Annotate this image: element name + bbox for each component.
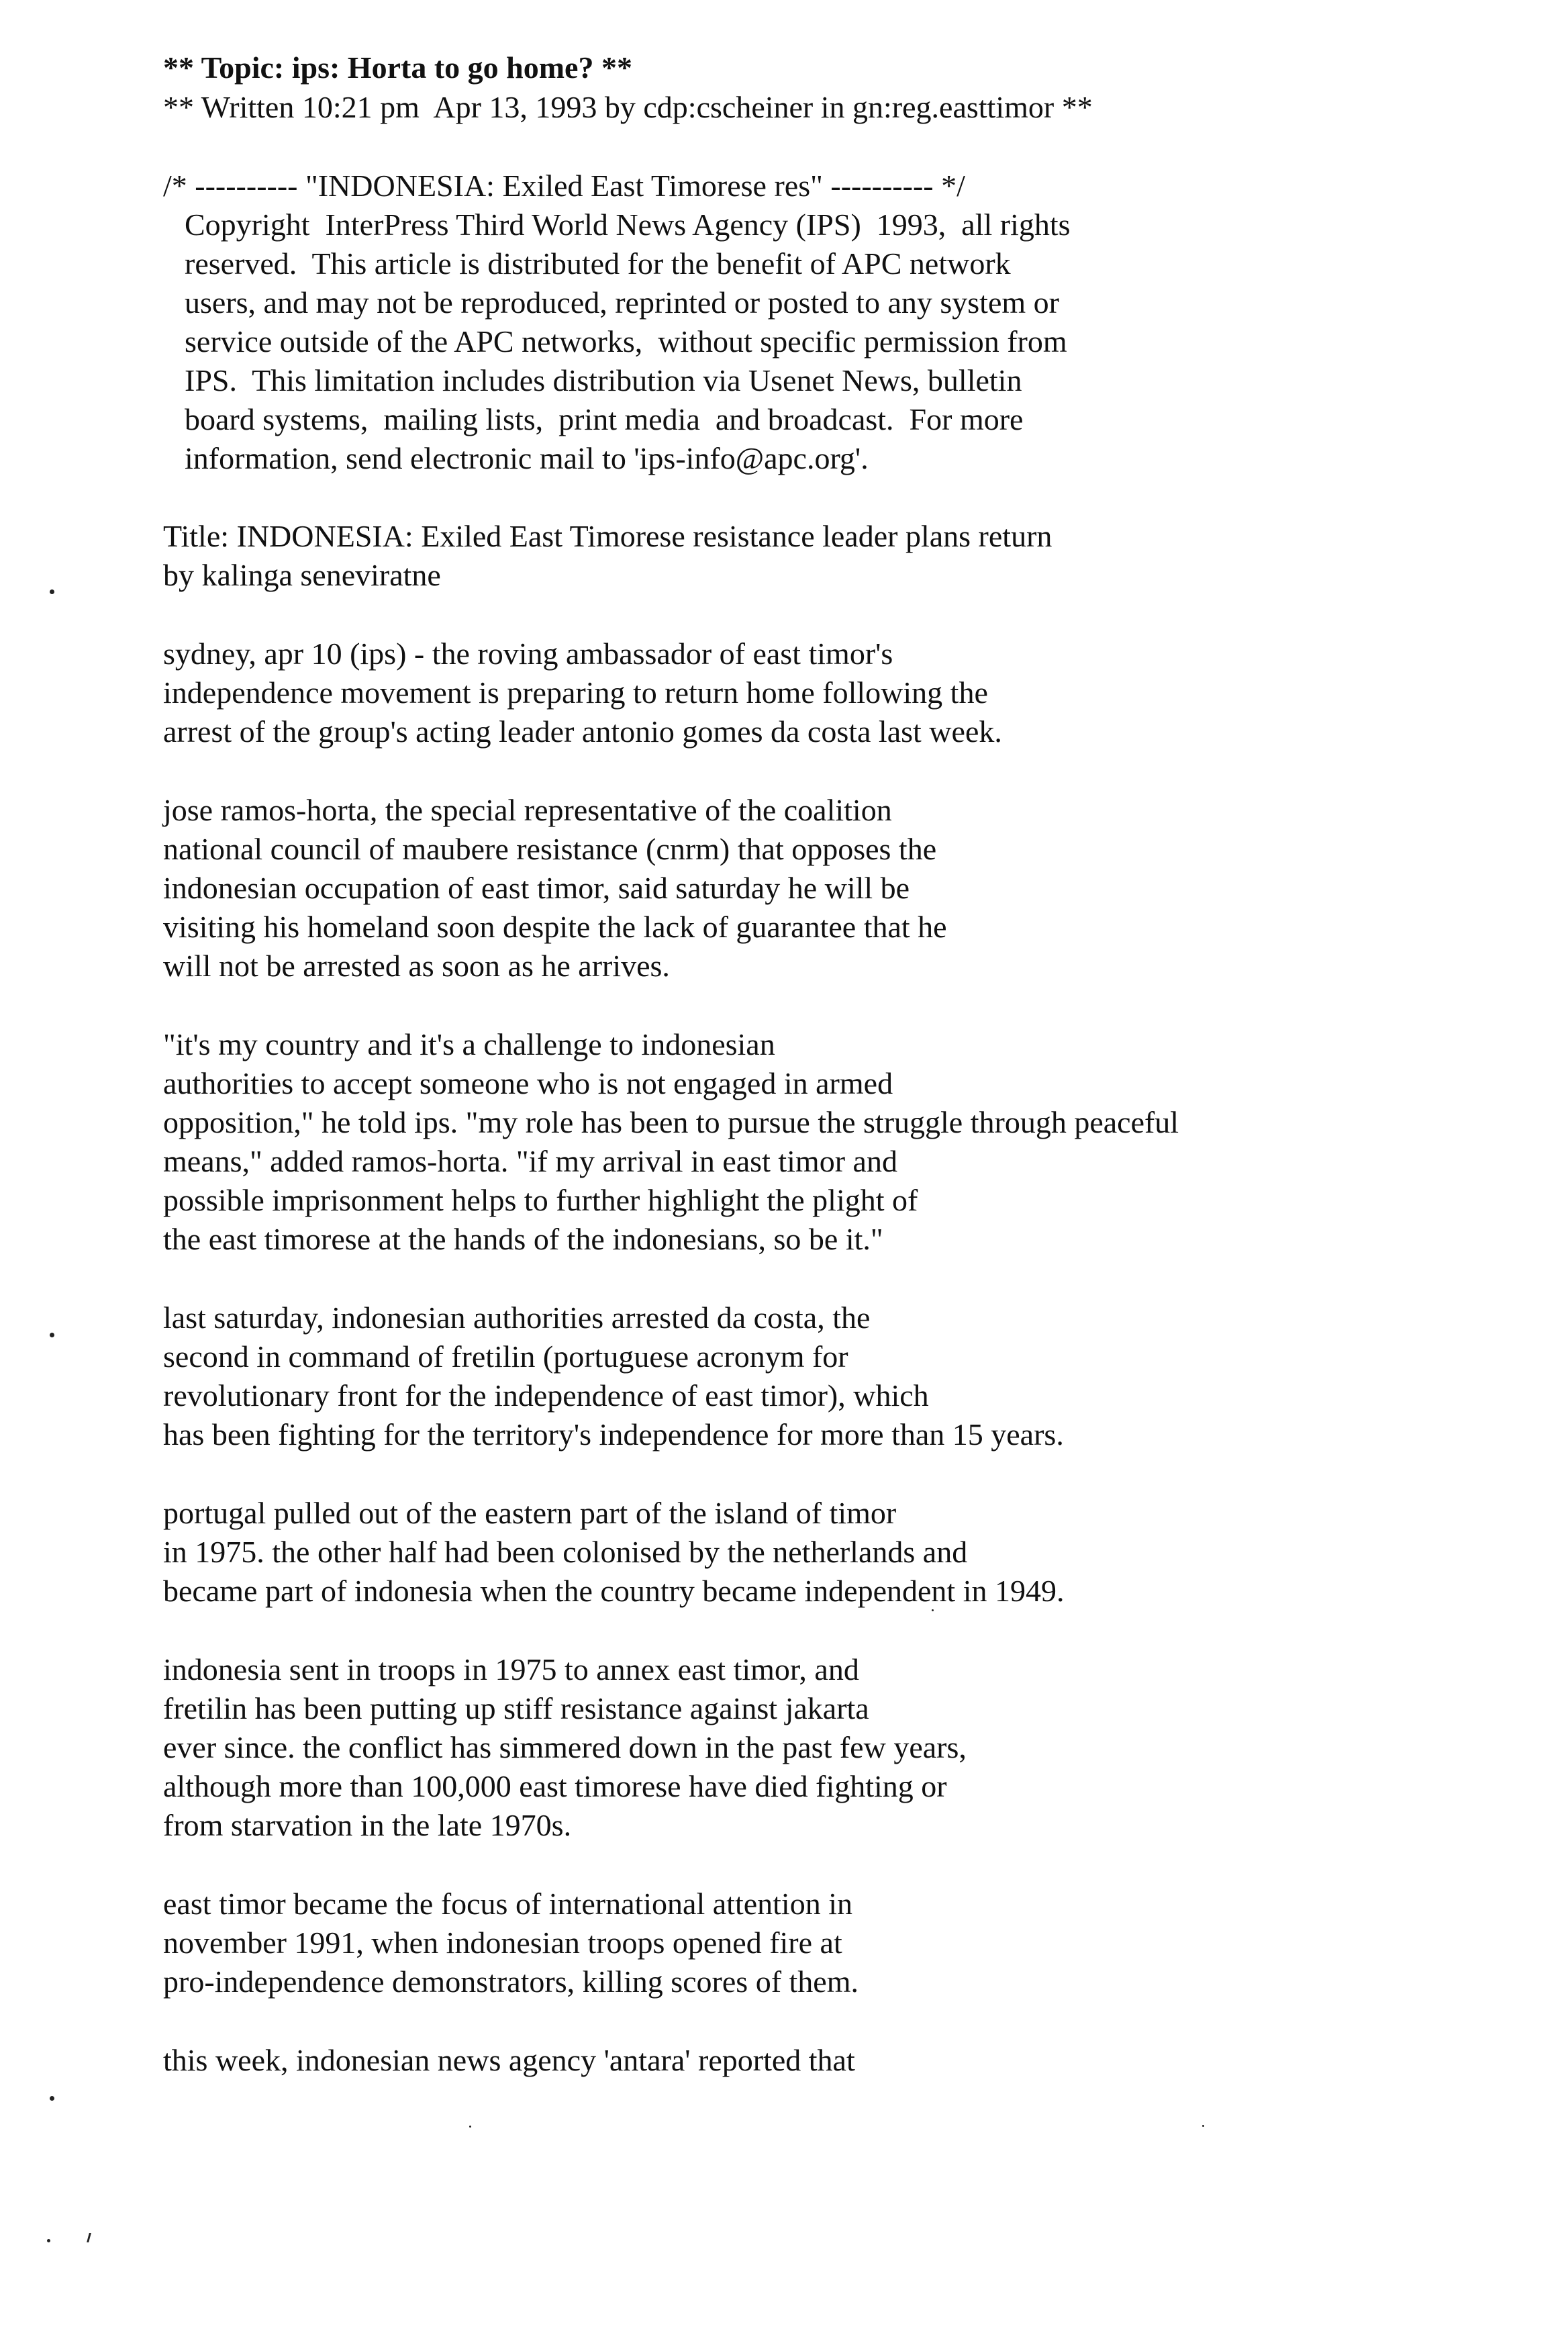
body-line: independence movement is preparing to return home following the	[163, 675, 988, 710]
body-line: jose ramos-horta, the special representative of the coalition	[163, 793, 892, 827]
body-line: second in command of fretilin (portuguese acronym for	[163, 1339, 848, 1374]
body-line: visiting his homeland soon despite the lack of guarantee that he	[163, 910, 947, 944]
byline: by kalinga seneviratne	[163, 558, 441, 592]
body-line: arrest of the group's acting leader antonio gomes da costa last week.	[163, 714, 1002, 749]
copyright-line: users, and may not be reproduced, reprinted or posted to any system or	[185, 285, 1059, 320]
body-line: in 1975. the other half had been colonised by the netherlands and	[163, 1535, 968, 1569]
body-line: "it's my country and it's a challenge to indonesian	[163, 1027, 775, 1061]
scan-speck	[1202, 2125, 1204, 2127]
body-line: became part of indonesia when the country became independent in 1949.	[163, 1574, 1065, 1608]
body-line: opposition," he told ips. "my role has been to pursue the struggle through peaceful	[163, 1105, 1179, 1139]
body-line: national council of maubere resistance (cnrm) that opposes the	[163, 832, 937, 866]
copyright-banner: /* ---------- "INDONESIA: Exiled East Timorese res" ---------- */	[163, 169, 965, 203]
body-line: although more than 100,000 east timorese have died fighting or	[163, 1769, 947, 1803]
scan-speck	[932, 1609, 934, 1611]
body-line: sydney, apr 10 (ips) - the roving ambassador of east timor's	[163, 636, 893, 671]
copyright-line: board systems, mailing lists, print media and broadcast. For more	[185, 402, 1024, 436]
body-line: from starvation in the late 1970s.	[163, 1808, 572, 1842]
body-line: portugal pulled out of the eastern part of the island of timor	[163, 1496, 897, 1530]
written-line: ** Written 10:21 pm Apr 13, 1993 by cdp:cscheiner in gn:reg.easttimor **	[163, 90, 1093, 124]
copyright-line: Copyright InterPress Third World News Agency (IPS) 1993, all rights	[185, 207, 1071, 242]
scan-speck	[469, 2126, 471, 2128]
scan-speck	[47, 2239, 50, 2242]
body-line: east timor became the focus of international attention in	[163, 1887, 852, 1921]
scan-speck	[50, 2096, 54, 2101]
copyright-line: information, send electronic mail to 'ips-info@apc.org'.	[185, 441, 869, 475]
body-line: indonesia sent in troops in 1975 to annex east timor, and	[163, 1652, 859, 1686]
copyright-line: service outside of the APC networks, without specific permission from	[185, 324, 1067, 359]
body-line: this week, indonesian news agency 'antara' reported that	[163, 2043, 855, 2077]
body-line: the east timorese at the hands of the indonesians, so be it."	[163, 1222, 883, 1256]
scan-speck	[50, 589, 54, 594]
body-line: pro-independence demonstrators, killing scores of them.	[163, 1964, 859, 1999]
body-line: means," added ramos-horta. "if my arrival in east timor and	[163, 1144, 897, 1178]
copyright-line: reserved. This article is distributed for the benefit of APC network	[185, 246, 1011, 281]
body-line: has been fighting for the territory's independence for more than 15 years.	[163, 1417, 1064, 1452]
copyright-line: IPS. This limitation includes distribution via Usenet News, bulletin	[185, 363, 1022, 397]
body-line: indonesian occupation of east timor, said saturday he will be	[163, 871, 910, 905]
body-line: possible imprisonment helps to further highlight the plight of	[163, 1183, 918, 1217]
scan-speck	[50, 1333, 54, 1337]
body-line: november 1991, when indonesian troops opened fire at	[163, 1925, 842, 1960]
body-line: authorities to accept someone who is not engaged in armed	[163, 1066, 893, 1100]
body-line: will not be arrested as soon as he arrives.	[163, 949, 670, 983]
body-line: fretilin has been putting up stiff resistance against jakarta	[163, 1691, 869, 1725]
article-title: Title: INDONESIA: Exiled East Timorese resistance leader plans return	[163, 519, 1052, 553]
body-line: ever since. the conflict has simmered down in the past few years,	[163, 1730, 967, 1764]
scan-speck	[87, 2233, 91, 2242]
topic-line: ** Topic: ips: Horta to go home? **	[163, 50, 632, 85]
body-line: revolutionary front for the independence of east timor), which	[163, 1378, 929, 1413]
body-line: last saturday, indonesian authorities arrested da costa, the	[163, 1300, 871, 1335]
